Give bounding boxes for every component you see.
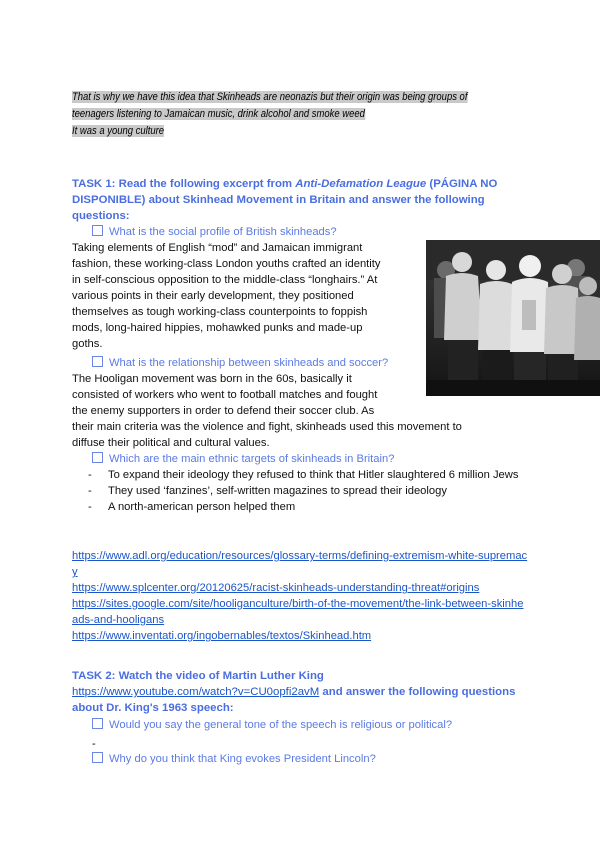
- reference-links: [72, 548, 528, 644]
- list-item: - They used ‘fanzines’, self-written magazines to spread their ideology: [88, 483, 528, 499]
- task1-question-3: [92, 451, 394, 467]
- task2-heading: [72, 668, 532, 716]
- answer1-line: goths.: [72, 338, 103, 350]
- checkbox-icon[interactable]: [92, 718, 103, 729]
- task2-label: TASK 2:: [72, 670, 116, 682]
- task1-answer-2: [72, 371, 502, 451]
- checkbox-icon[interactable]: [92, 452, 103, 463]
- answer1-line: Taking elements of English “mod” and Jamaican immigrant: [72, 242, 363, 254]
- video-link[interactable]: https://www.youtube.com/watch?v=CU0opfi2avM: [72, 686, 320, 698]
- checkbox-icon[interactable]: [92, 356, 103, 367]
- reference-link[interactable]: https://sites.google.com/site/hooliganculture/birth-of-the-movement/the-link-between-skinheads-and-hooligans: [72, 598, 524, 626]
- task1-source: Anti-Defamation League: [295, 178, 427, 190]
- task2-answer-dash: -: [92, 738, 96, 750]
- task1-question-2: [92, 355, 388, 371]
- intro-line-3: It was a young culture: [72, 125, 165, 137]
- list-item: - A north-american person helped them: [88, 499, 528, 515]
- answer2-line: their main criteria was the violence and fight, skinheads used this movement to: [72, 421, 462, 433]
- task1-text-b: (PÁGINA NO DISPONIBLE) about Skinhead Movement in Britain and answer the following questions:: [72, 178, 498, 222]
- task2-question-2: [92, 751, 376, 767]
- answer2-line: The Hooligan movement was born in the 60s, basically it: [72, 373, 352, 385]
- answer1-line: themselves as tough working-class counterpoints to foppish: [72, 306, 368, 318]
- checkbox-icon[interactable]: [92, 752, 103, 763]
- answer1-line: various points in their early development, they positioned: [72, 290, 354, 302]
- task1-answer-1: [72, 240, 422, 352]
- task2-question-1: [92, 717, 452, 733]
- task2-q1-text: Would you say the general tone of the speech is religious or political?: [109, 719, 453, 731]
- answer2-line: consisted of workers who went to football matches and fought: [72, 389, 378, 401]
- list-item: - To expand their ideology they refused to think that Hitler slaughtered 6 million Jews: [88, 467, 528, 483]
- task1-question-1: [92, 224, 337, 240]
- answer2-line: the enemy supporters in order to defend their soccer club. As: [72, 405, 375, 417]
- answer1-line: mods, long-haired hippies, mohawked punks and made-up: [72, 322, 363, 334]
- reference-link[interactable]: https://www.splcenter.org/20120625/racist-skinheads-understanding-threat#origins: [72, 582, 480, 594]
- task1-q3-text: Which are the main ethnic targets of skinheads in Britain?: [109, 453, 395, 465]
- reference-link[interactable]: https://www.adl.org/education/resources/glossary-terms/defining-extremism-white-supremacy: [72, 550, 528, 578]
- task2-text-b: and answer the following questions about Dr. King's 1963 speech:: [72, 686, 516, 714]
- task1-q1-text: What is the social profile of British skinheads?: [109, 226, 337, 238]
- intro-line-1: That is why we have this idea that Skinheads are neonazis but their origin was being groups of: [72, 91, 468, 103]
- answer1-line: in self-conscious opposition to the middle-class “longhairs.” At: [72, 274, 378, 286]
- task1-bullet-list: [88, 467, 528, 515]
- answer2-line: diffuse their political and cultural values.: [72, 437, 270, 449]
- reference-link[interactable]: https://www.inventati.org/ingobernables/textos/Skinhead.htm: [72, 630, 372, 642]
- task2-q2-text: Why do you think that King evokes President Lincoln?: [109, 753, 376, 765]
- checkbox-icon[interactable]: [92, 225, 103, 236]
- answer1-line: fashion, these working-class London youths crafted an identity: [72, 258, 381, 270]
- task1-q2-text: What is the relationship between skinheads and soccer?: [109, 357, 389, 369]
- intro-paragraph: [72, 89, 512, 140]
- intro-line-2: teenagers listening to Jamaican music, drink alcohol and smoke weed: [72, 108, 365, 120]
- task1-label: TASK 1:: [72, 178, 116, 190]
- task1-heading: [72, 176, 532, 224]
- task1-text-a: Read the following excerpt from: [115, 178, 296, 190]
- task2-text-a: Watch the video of Martin Luther King: [115, 670, 324, 682]
